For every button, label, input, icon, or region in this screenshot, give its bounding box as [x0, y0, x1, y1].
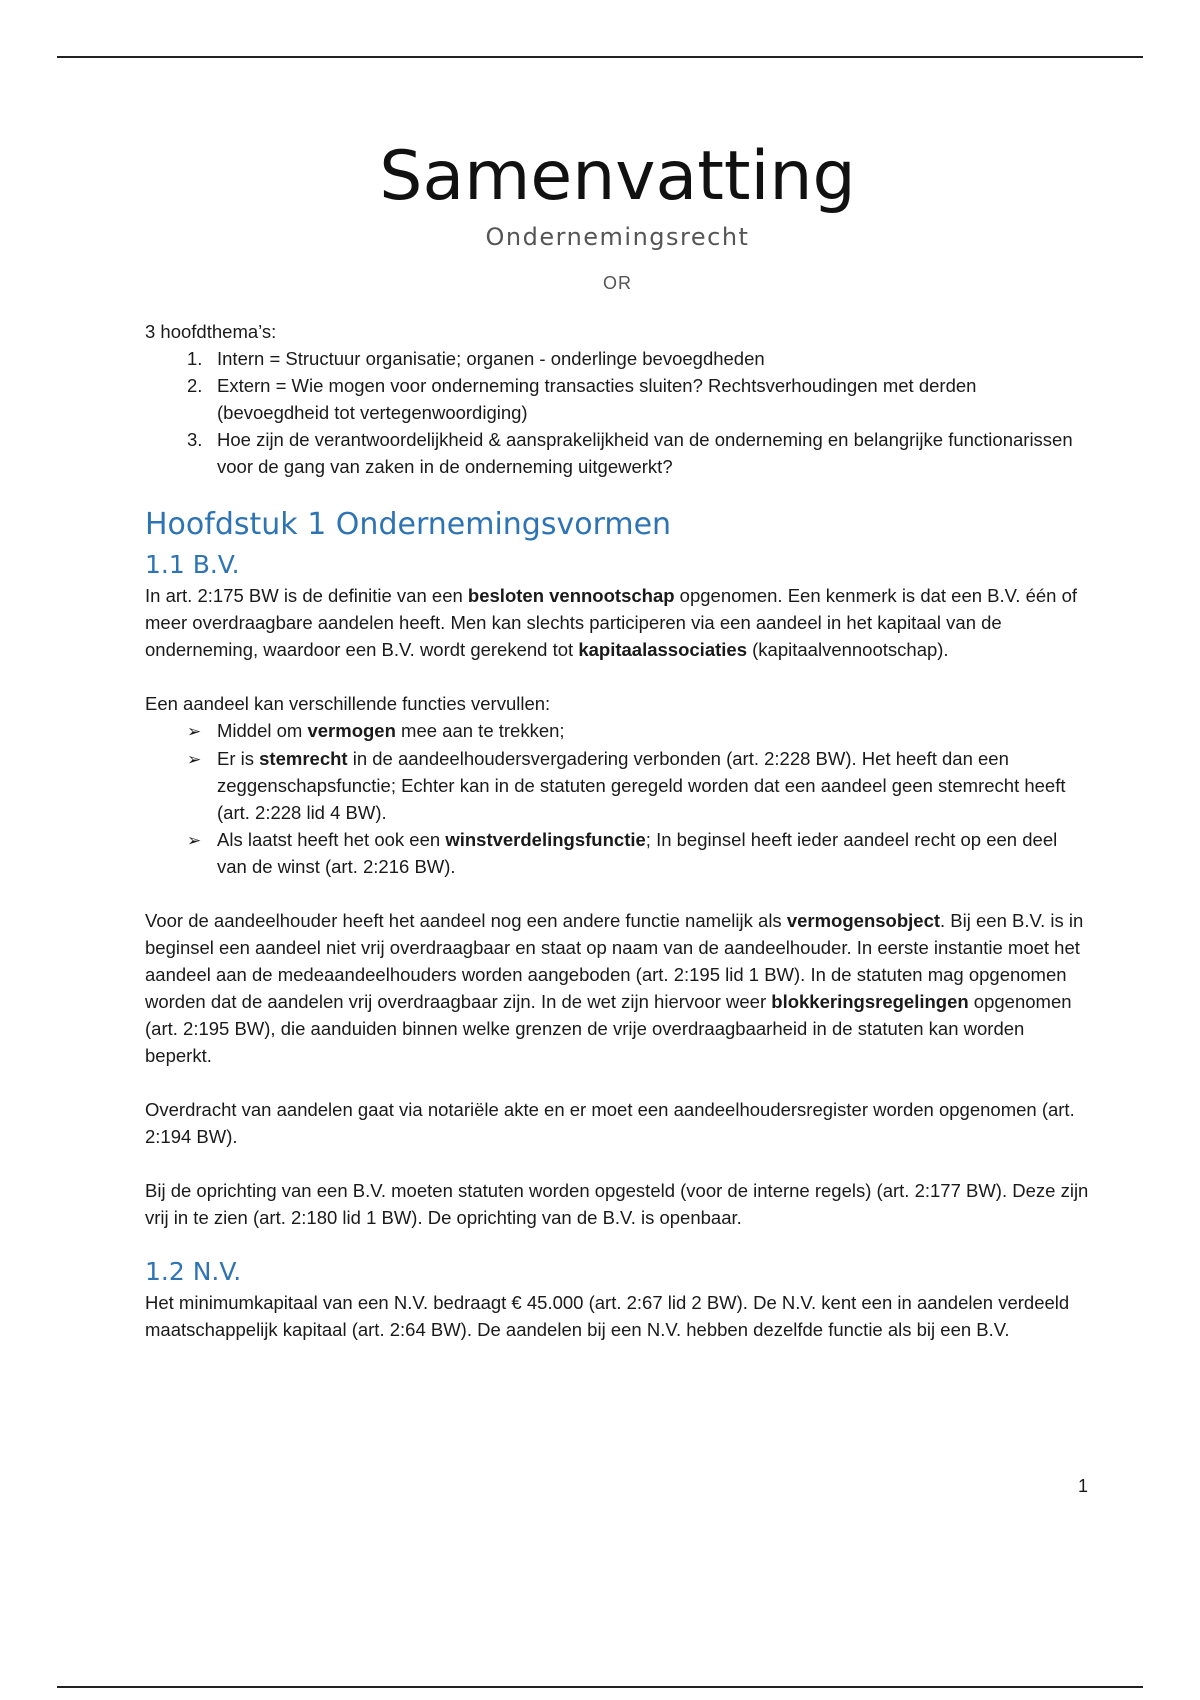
paragraph: Het minimumkapitaal van een N.V. bedraagt € 45.000 (art. 2:67 lid 2 BW). De N.V. kent een in aandelen verdeeld maatschappelijk kapitaal (art. 2:64 BW). De aandelen bij een N.V. hebben dezelfde functie als bij een B.V. — [145, 1291, 1070, 1340]
bold-term: vermogensobject — [786, 909, 941, 931]
section-heading-nv: 1.2 N.V. — [145, 1256, 242, 1286]
themes-list — [145, 345, 1090, 480]
bold-term: blokkeringsregelingen — [771, 990, 969, 1012]
paragraph: In art. 2:175 BW is de definitie van een besloten vennootschap opgenomen. Een kenmerk is dat een B.V. één of meer overdraagbare aandelen heeft. Men kan slechts participeren via een aandeel in het kapitaal van de onderneming, waardoor een B.V. wordt gerekend tot kapitaalassociaties (kapitaalvennootschap). — [145, 584, 1078, 660]
page-number: 1 — [1077, 1476, 1088, 1496]
arrow-bullet-icon: ➢ — [187, 749, 202, 769]
list-item — [145, 345, 1090, 372]
bold-term: stemrecht — [259, 747, 348, 769]
document-page — [145, 137, 1090, 1343]
list-item-text: Hoe zijn de verantwoordelijkheid & aansprakelijkheid van de onderneming en belangrijke functionarissen voor de gang van zaken in de onderneming uitgewerkt? — [217, 428, 1073, 477]
chapter-heading: Hoofdstuk 1 Ondernemingsvormen — [145, 506, 672, 542]
section-heading-bv: 1.1 B.V. — [145, 549, 240, 579]
bold-term: winstverdelingsfunctie — [445, 828, 646, 850]
list-item-text: Extern = Wie mogen voor onderneming transacties sluiten? Rechtsverhoudingen met derden (bevoegdheid tot vertegenwoordiging) — [217, 374, 977, 423]
arrow-bullet-icon: ➢ — [187, 830, 202, 850]
list-number: 3. — [187, 428, 203, 450]
intro-lead: 3 hoofdthema’s: — [145, 320, 277, 342]
functions-list — [145, 717, 1090, 880]
list-item: ➢ Als laatst heeft het ook een winstverdelingsfunctie; In beginsel heeft ieder aandeel recht op een deel van de winst (art. 2:216 BW). — [187, 828, 1058, 877]
document-subtitle: Ondernemingsrecht — [485, 222, 750, 251]
footer-rule — [57, 1686, 1143, 1688]
bold-term: besloten vennootschap — [467, 584, 675, 606]
list-item — [145, 426, 1090, 480]
paragraph: Overdracht van aandelen gaat via notariële akte en er moet een aandeelhoudersregister worden opgenomen (art. 2:194 BW). — [145, 1098, 1075, 1147]
list-number: 2. — [187, 374, 203, 396]
bold-term: vermogen — [307, 719, 396, 741]
paragraph: Bij de oprichting van een B.V. moeten statuten worden opgesteld (voor de interne regels) (art. 2:177 BW). Deze zijn vrij in te zien (art. 2:180 lid 1 BW). De oprichting van de B.V. is openbaar. — [145, 1179, 1089, 1228]
document-title: Samenvatting — [379, 137, 856, 216]
list-number: 1. — [187, 347, 203, 369]
header-rule — [57, 56, 1143, 58]
list-item: ➢ Er is stemrecht in de aandeelhoudersvergadering verbonden (art. 2:228 BW). Het heeft dan een zeggenschapsfunctie; Echter kan in de statuten geregeld worden dat een aandeel geen stemrecht heeft (art. 2:228 lid 4 BW). — [187, 747, 1066, 823]
paragraph: Voor de aandeelhouder heeft het aandeel nog een andere functie namelijk als vermogensobject. Bij een B.V. is in beginsel een aandeel niet vrij overdraagbaar en staat op naam van de aandeelhouder. In eerste instantie moet het aandeel aan de medeaandeelhouders worden aangeboden (art. 2:195 lid 1 BW). In de statuten mag opgenomen worden dat de aandelen vrij overdraagbaar zijn. In de wet zijn hiervoor weer blokkeringsregelingen opgenomen (art. 2:195 BW), die aanduiden binnen welke grenzen de vrije overdraagbaarheid in de statuten kan worden beperkt. — [145, 909, 1084, 1066]
list-item: ➢ Middel om vermogen mee aan te trekken; — [145, 717, 1090, 745]
list-item-text: Intern = Structuur organisatie; organen - onderlinge bevoegdheden — [217, 347, 765, 369]
list-item — [145, 372, 1090, 426]
functions-lead: Een aandeel kan verschillende functies vervullen: — [145, 692, 551, 714]
arrow-bullet-icon: ➢ — [187, 721, 202, 741]
bold-term: kapitaalassociaties — [578, 638, 747, 660]
course-code: OR — [603, 272, 632, 293]
